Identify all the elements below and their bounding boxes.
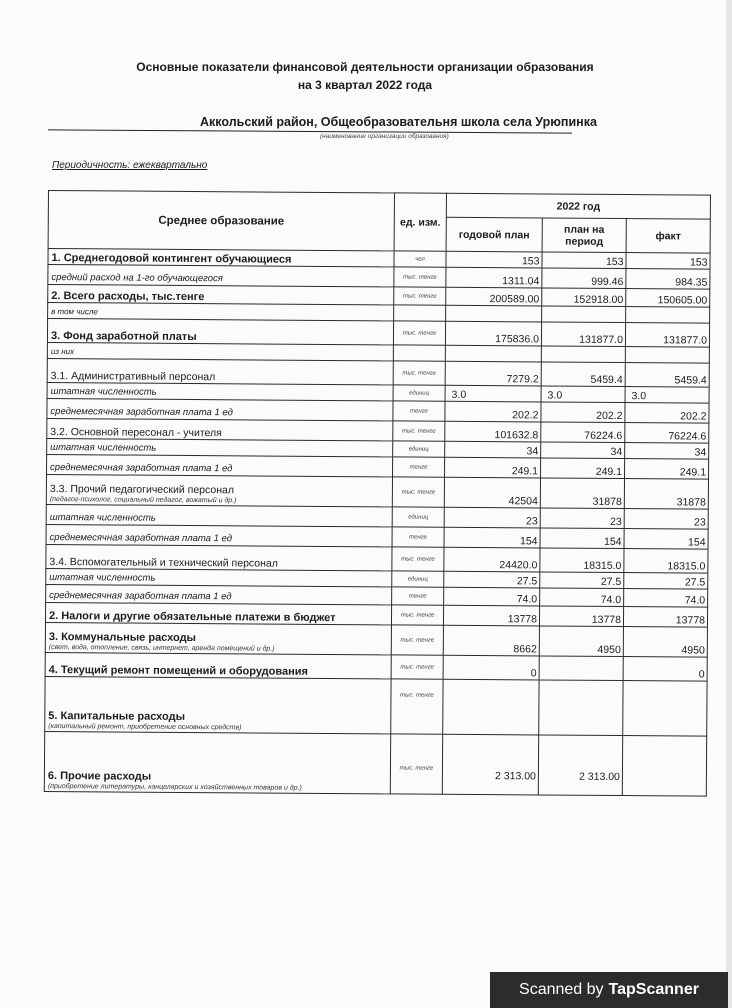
cell-fact: 27.5 <box>624 573 708 590</box>
row-unit: тыс. тенге <box>393 361 445 385</box>
header-fact: факт <box>626 219 710 254</box>
cell-fact: 4950 <box>623 627 707 658</box>
header-year: 2022 год <box>446 193 710 219</box>
row-label: 3.4. Вспомогательный и технический персонал <box>46 544 392 570</box>
row-label <box>44 731 390 793</box>
row-sublabel: (педагог-психолог, социальный педагог, вожатый и др.) <box>49 496 237 505</box>
row-label: 2. Всего расходы, тыс.тенге <box>48 285 394 305</box>
cell-plan-year: 202.2 <box>445 401 541 422</box>
row-unit: тыс. тенге <box>392 547 444 571</box>
cell-fact: 18315.0 <box>624 549 708 574</box>
cell-plan-year: 24420.0 <box>444 547 540 572</box>
cell-plan-year: 7279.2 <box>445 361 541 386</box>
cell-plan-year: 3.0 <box>445 385 541 402</box>
table-row <box>45 622 707 657</box>
watermark-brand: TapScanner <box>608 981 699 998</box>
cell-plan-period <box>539 656 623 681</box>
row-label <box>46 474 392 506</box>
cell-plan-year: 153 <box>446 251 542 268</box>
cell-plan-year: 23 <box>444 507 540 528</box>
row-unit: единиц <box>393 385 445 401</box>
row-unit: тыс. тенге <box>391 655 443 679</box>
row-unit: единиц <box>393 441 445 457</box>
cell-plan-year: 34 <box>445 441 541 458</box>
row-label-text: 6. Прочие расходы <box>47 770 152 783</box>
row-unit: тыс. тенге <box>390 734 442 794</box>
row-sublabel: (свет, вода, отопление, связь, интернет, аренда помещений и др.) <box>48 644 275 653</box>
table-row <box>46 474 708 509</box>
row-label: в том числе <box>48 303 394 321</box>
cell-plan-year: 101632.8 <box>445 421 541 442</box>
table-row <box>44 731 706 796</box>
row-label: штатная численность <box>47 438 393 456</box>
cell-fact: 150605.00 <box>626 289 710 308</box>
row-label-text: 5. Капитальные расходы <box>48 710 186 723</box>
cell-plan-period: 249.1 <box>541 458 625 479</box>
cell-plan-year: 13778 <box>443 605 539 626</box>
cell-plan-period: 999.46 <box>542 268 626 289</box>
cell-fact: 202.2 <box>625 403 709 424</box>
cell-plan-period: 5459.4 <box>541 362 625 387</box>
cell-plan-year: 27.5 <box>444 571 540 588</box>
cell-plan-year: 2 313.00 <box>442 734 538 795</box>
cell-plan-year: 200589.00 <box>446 287 542 306</box>
row-label: среднемесячная заработная плата 1 ед <box>46 584 392 604</box>
cell-plan-year: 74.0 <box>444 587 540 606</box>
cell-fact: 984.35 <box>626 269 710 290</box>
cell-plan-year: 175836.0 <box>445 321 541 346</box>
header-main: Среднее образование <box>48 191 394 251</box>
cell-plan-period: 131877.0 <box>541 322 625 347</box>
cell-plan-period: 4950 <box>539 626 623 657</box>
row-unit: тыс. тенге <box>391 625 443 655</box>
organization-note: (наименование организации образования) <box>320 133 449 140</box>
cell-plan-year: 1311.04 <box>446 267 542 288</box>
row-unit: тыс. тенге <box>393 321 445 345</box>
cell-fact: 23 <box>624 509 708 530</box>
row-label: среднемесячная заработная плата 1 ед <box>47 454 393 476</box>
row-label: 4. Текущий ремонт помещений и оборудования <box>45 652 391 678</box>
cell-plan-period: 13778 <box>539 606 623 627</box>
cell-plan-period: 3.0 <box>541 386 625 403</box>
row-unit: тыс. тенге <box>391 605 443 625</box>
watermark-prefix: Scanned by <box>519 981 604 998</box>
row-unit: тенге <box>393 457 445 477</box>
cell-plan-period: 202.2 <box>541 402 625 423</box>
row-label-text: 3.3. Прочий педагогический персонал <box>49 483 235 497</box>
cell-plan-period: 34 <box>541 442 625 459</box>
organization-underline <box>48 129 572 133</box>
row-unit: единиц <box>392 507 444 527</box>
cell-plan-year: 0 <box>443 655 539 680</box>
cell-fact: 249.1 <box>624 459 708 480</box>
cell-plan-year: 249.1 <box>445 457 541 478</box>
row-unit: тыс. тенге <box>391 679 443 734</box>
cell-fact: 0 <box>623 657 707 682</box>
cell-plan-year: 42504 <box>444 477 540 508</box>
row-unit: тенге <box>392 587 444 605</box>
cell-plan-period: 152918.00 <box>542 288 626 307</box>
cell-plan-year: 154 <box>444 527 540 548</box>
cell-fact: 154 <box>624 529 708 550</box>
row-unit: единиц <box>392 571 444 587</box>
organization-name: Аккольский район, Общеобразовательня школа села Урюпинка <box>200 115 597 129</box>
scanner-watermark <box>490 972 728 1008</box>
header-plan-year: годовой план <box>446 217 542 252</box>
row-label <box>45 676 391 733</box>
row-unit: тыс. тенге <box>394 287 446 305</box>
row-label: 1. Среднегодовой контингент обучающиеся <box>48 249 394 267</box>
row-label: 3.2. Основной пересонал - учителя <box>47 418 393 440</box>
row-label: среднемесячная заработная плата 1 ед <box>46 524 392 546</box>
row-label <box>45 622 391 654</box>
cell-fact: 34 <box>625 443 709 460</box>
row-label: из них <box>47 342 393 360</box>
cell-plan-year: 8662 <box>443 625 539 656</box>
cell-plan-period: 76224.6 <box>541 422 625 443</box>
row-label: 3. Фонд заработной платы <box>47 319 393 345</box>
financial-table-wrap <box>44 190 710 797</box>
row-unit: чел <box>394 251 446 267</box>
header-plan-period: план на период <box>542 218 626 253</box>
row-label-text: 3. Коммунальные расходы <box>48 631 197 645</box>
row-unit: тыс. тенге <box>394 267 446 287</box>
table-row <box>45 676 707 736</box>
row-label: средний расход на 1-го обучающегося <box>48 265 394 287</box>
cell-fact: 74.0 <box>624 589 708 608</box>
row-sublabel: (приобретение литературы, канцелярских и хозяйственных товаров и др.) <box>47 783 302 792</box>
row-label: штатная численность <box>46 504 392 526</box>
cell-fact: 131877.0 <box>625 323 709 348</box>
row-label: среднемесячная заработная плата 1 ед <box>47 398 393 420</box>
cell-plan-period: 153 <box>542 252 626 269</box>
row-label: штатная численность <box>47 382 393 400</box>
cell-fact: 3.0 <box>625 387 709 404</box>
cell-fact: 13778 <box>623 607 707 628</box>
cell-plan-period: 154 <box>540 528 624 549</box>
cell-fact: 76224.6 <box>625 423 709 444</box>
financial-table <box>44 190 711 797</box>
row-sublabel: (капитальный ремонт, приобретение основных средств) <box>48 723 242 732</box>
row-label: 3.1. Административный персонал <box>47 358 393 384</box>
row-unit: тыс. тенге <box>392 477 444 507</box>
cell-plan-period: 74.0 <box>540 588 624 607</box>
cell-plan-period: 18315.0 <box>540 548 624 573</box>
row-label: штатная численность <box>46 568 392 586</box>
row-unit: тыс. тенге <box>393 421 445 441</box>
row-unit: тенге <box>392 527 444 547</box>
cell-plan-period: 27.5 <box>540 572 624 589</box>
row-label: 2. Налоги и другие обязательные платежи в бюджет <box>45 602 391 624</box>
cell-plan-period: 2 313.00 <box>538 735 622 796</box>
cell-plan-period: 23 <box>540 508 624 529</box>
row-unit: тенге <box>393 401 445 421</box>
cell-fact: 31878 <box>624 479 708 510</box>
document-subtitle: на 3 квартал 2022 года <box>297 78 433 92</box>
cell-fact: 5459.4 <box>625 363 709 388</box>
cell-fact: 153 <box>626 253 710 270</box>
header-unit: ед. изм. <box>394 193 446 251</box>
document-title: Основные показатели финансовой деятельности организации образования <box>136 60 594 74</box>
cell-plan-period: 31878 <box>540 478 624 509</box>
periodicity: Периодичность: ежеквартально <box>52 160 208 171</box>
